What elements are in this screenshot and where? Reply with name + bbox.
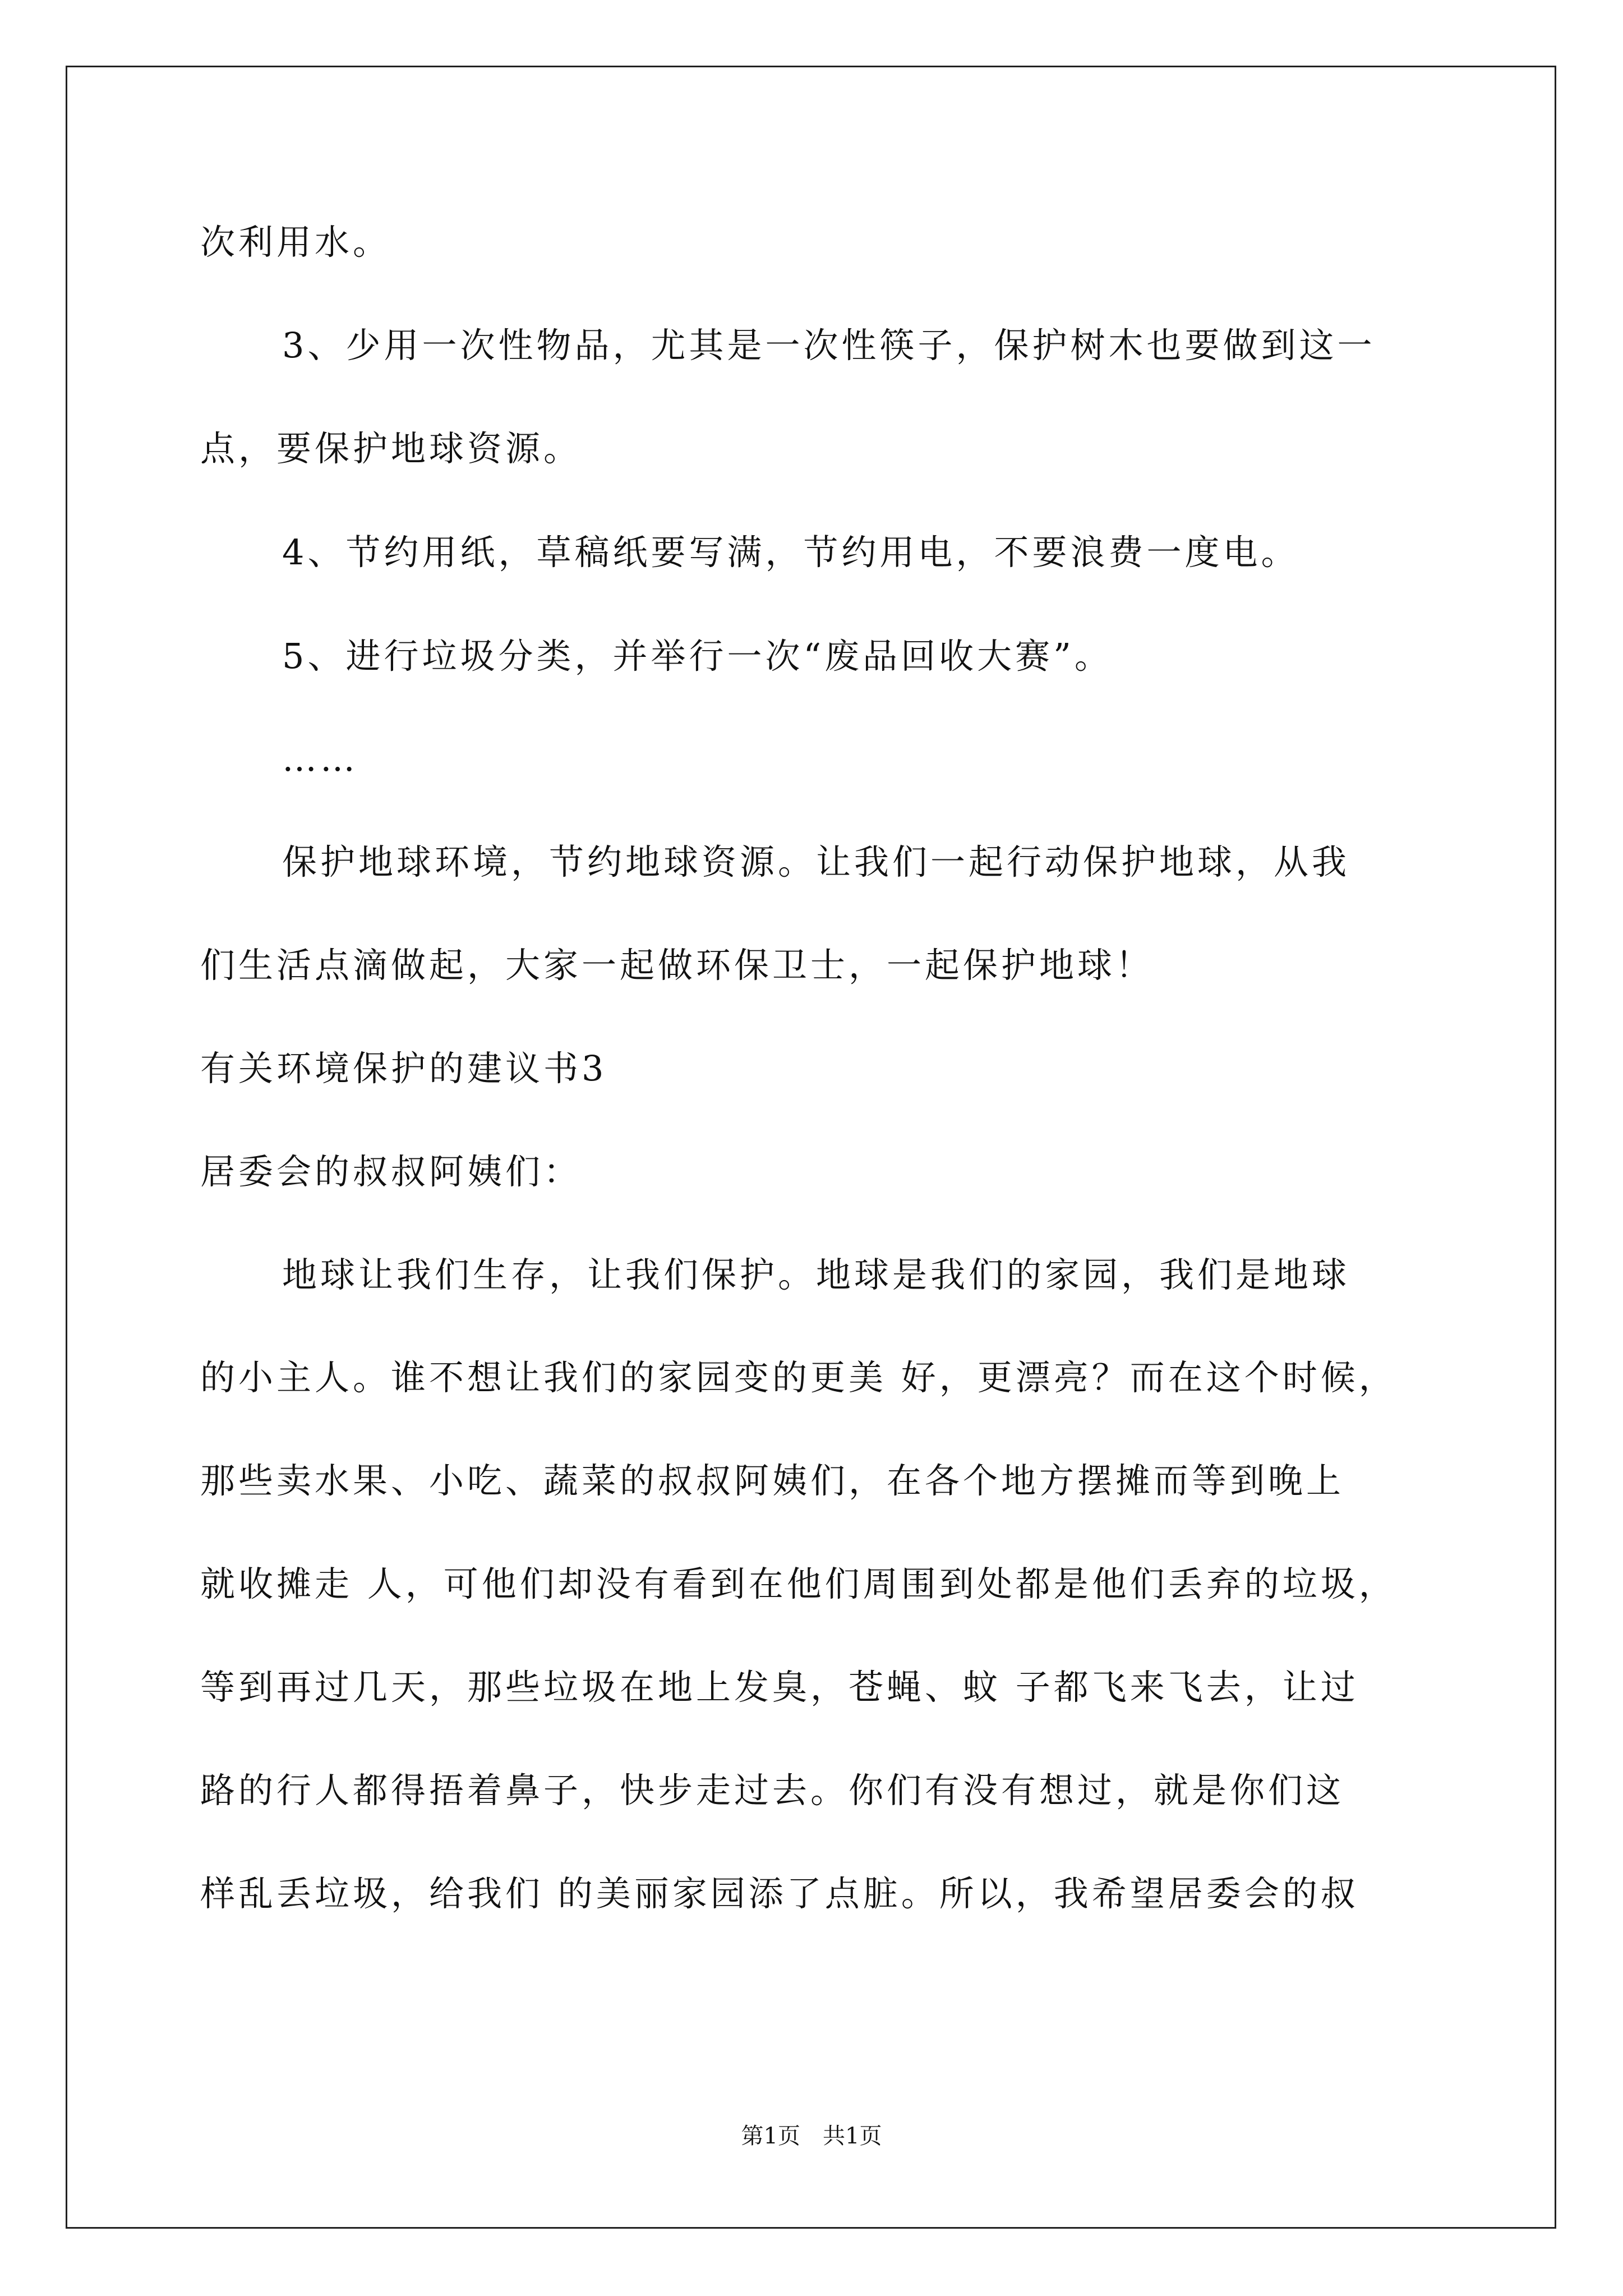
paragraph-line-12: 的小主人。谁不想让我们的家园变的更美 好，更漂亮？而在这个时候， [200, 1357, 1397, 1398]
paragraph-line-2: 3、少用一次性物品，尤其是一次性筷子，保护树木也要做到这一 [282, 325, 1376, 366]
paragraph-line-7: 保护地球环境，节约地球资源。让我们一起行动保护地球，从我 [282, 841, 1350, 882]
paragraph-line-15: 等到再过几天，那些垃圾在地上发臭，苍蝇、蚊 子都飞来飞去，让过 [200, 1667, 1359, 1708]
paragraph-line-17: 样乱丢垃圾，给我们 的美丽家园添了点脏。所以，我希望居委会的叔 [200, 1873, 1359, 1914]
ellipsis-line: …… [282, 738, 358, 779]
paragraph-line-16: 路的行人都得捂着鼻子，快步走过去。你们有没有想过，就是你们这 [200, 1770, 1345, 1811]
paragraph-line-3: 点，要保护地球资源。 [200, 428, 582, 469]
section-heading: 有关环境保护的建议书3 [200, 1048, 607, 1089]
paragraph-line-8: 们生活点滴做起，大家一起做环保卫士，一起保护地球！ [200, 945, 1154, 986]
paragraph-line-5: 5、进行垃圾分类，并举行一次“废品回收大赛”。 [282, 636, 1113, 677]
paragraph-line-13: 那些卖水果、小吃、蔬菜的叔叔阿姨们，在各个地方摆摊而等到晚上 [200, 1460, 1345, 1501]
salutation: 居委会的叔叔阿姨们： [200, 1151, 582, 1192]
paragraph-line-11: 地球让我们生存，让我们保护。地球是我们的家园，我们是地球 [282, 1254, 1350, 1295]
paragraph-line-1: 次利用水。 [200, 222, 391, 263]
page-footer: 第1页 共1页 [741, 2123, 882, 2149]
paragraph-line-14: 就收摊走 人，可他们却没有看到在他们周围到处都是他们丢弃的垃圾， [200, 1563, 1397, 1604]
paragraph-line-4: 4、节约用纸，草稿纸要写满，节约用电，不要浪费一度电。 [282, 532, 1299, 573]
